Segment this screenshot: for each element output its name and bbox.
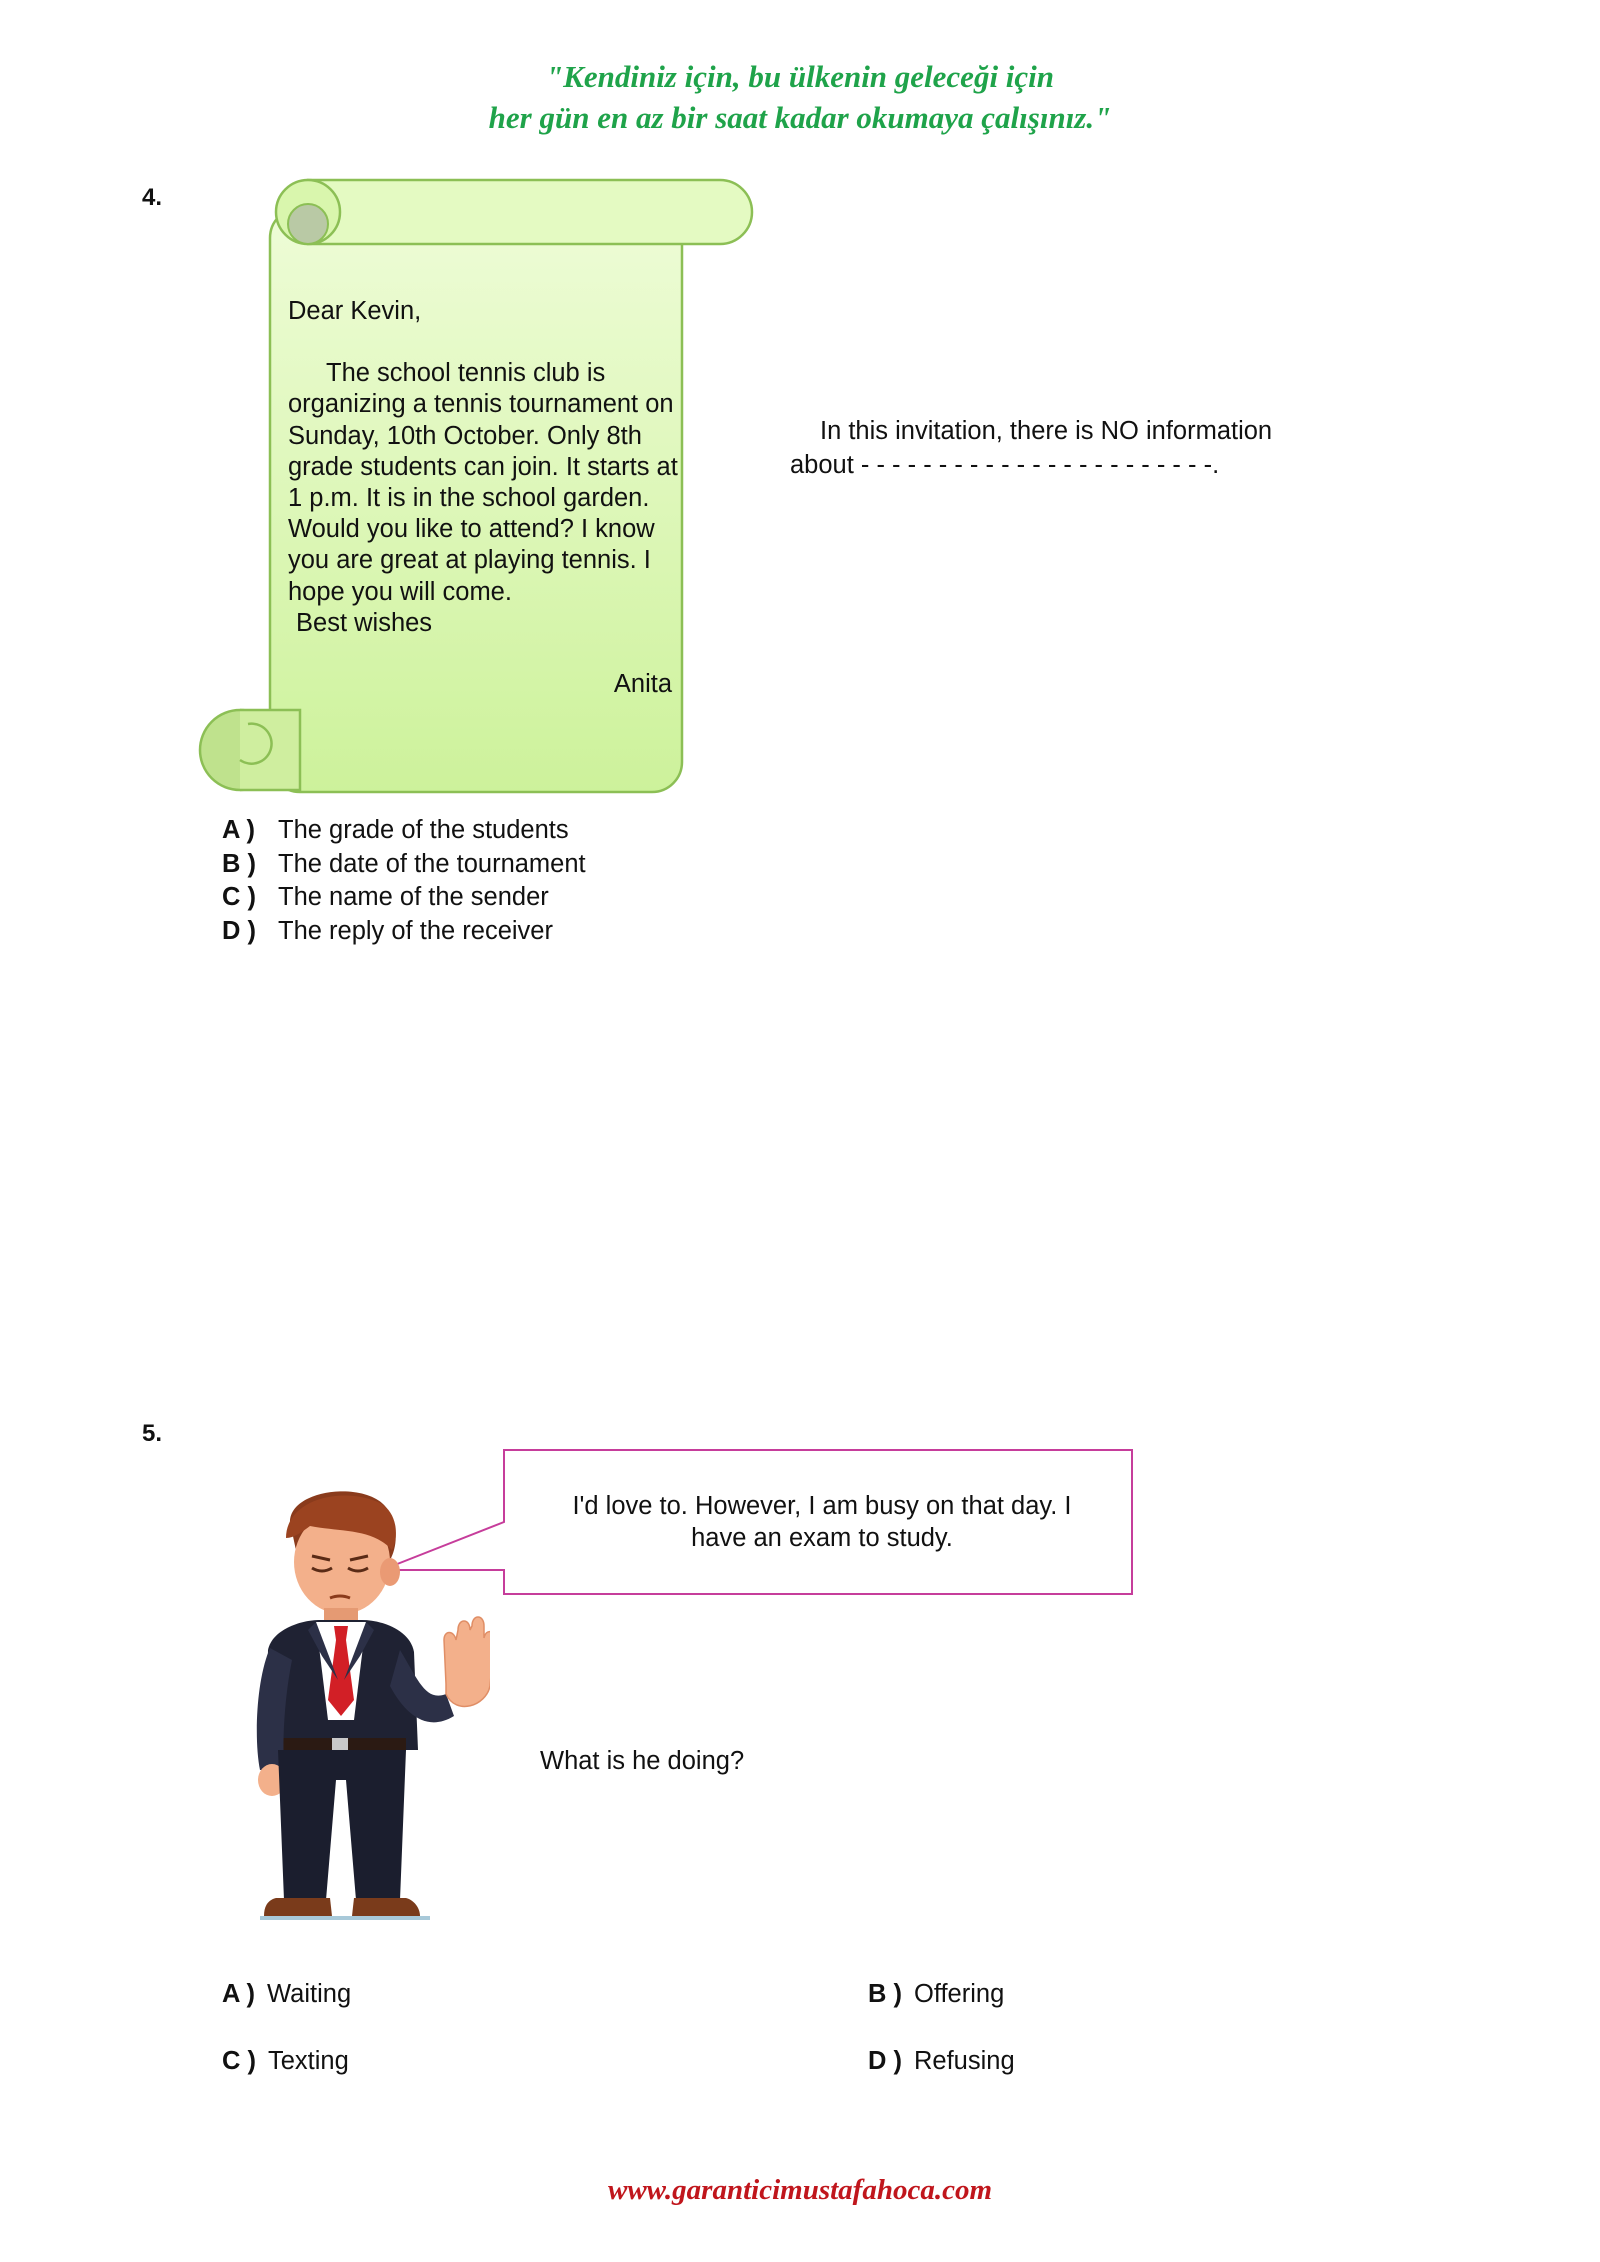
question-5-option-a[interactable]: A ) Waiting	[222, 1980, 352, 2008]
question-4-option-c[interactable]: C ) The name of the sender	[222, 883, 549, 911]
header-quote	[0, 56, 1600, 138]
question-5-option-b[interactable]: B ) Offering	[868, 1980, 1005, 2008]
businessman-refusing-illustration	[250, 1480, 490, 1920]
question-4-stem	[790, 414, 1272, 482]
question-5-option-c[interactable]: C ) Texting	[222, 2047, 349, 2075]
letter-signature: Anita	[613, 670, 672, 699]
question-5-option-d[interactable]: D ) Refusing	[868, 2047, 1015, 2075]
speech-line1: I'd love to. However, I am busy on that day. I	[572, 1492, 1072, 1520]
speech-bubble-text	[548, 1490, 1096, 1554]
question-5-number: 5.	[142, 1420, 163, 1447]
question-4-options	[222, 814, 586, 948]
invitation-letter	[288, 296, 688, 700]
letter-closing: Best wishes	[296, 608, 433, 637]
question-4-option-d[interactable]: D ) The reply of the receiver	[222, 916, 553, 945]
question-4-stem-line1: In this invitation, there is NO information	[820, 417, 1273, 445]
letter-body: The school tennis club is organizing a tennis tournament on Sunday, 10th October. Only 8th grade students can join. It starts at 1 p.m. It is in the school garden. Would you like to attend? I know you are great at playing tennis. I hope you will come.	[288, 359, 678, 606]
letter-greeting: Dear Kevin,	[288, 297, 422, 325]
question-4-option-a[interactable]: A ) The grade of the students	[222, 816, 569, 844]
header-quote-line2: her gün en az bir saat kadar okumaya çalışınız."	[488, 100, 1112, 135]
question-4-stem-line2: about - - - - - - - - - - - - - - - - - - - - - - -.	[790, 451, 1220, 479]
header-quote-line1: "Kendiniz için, bu ülkenin geleceği için	[545, 59, 1055, 94]
footer-website-link[interactable]: www.garanticimustafahoca.com	[607, 2174, 993, 2206]
speech-line2: have an exam to study.	[691, 1524, 953, 1552]
question-4-option-b[interactable]: B ) The date of the tournament	[222, 849, 586, 878]
question-4-number: 4.	[142, 184, 163, 211]
question-5-stem: What is he doing?	[540, 1747, 745, 1775]
